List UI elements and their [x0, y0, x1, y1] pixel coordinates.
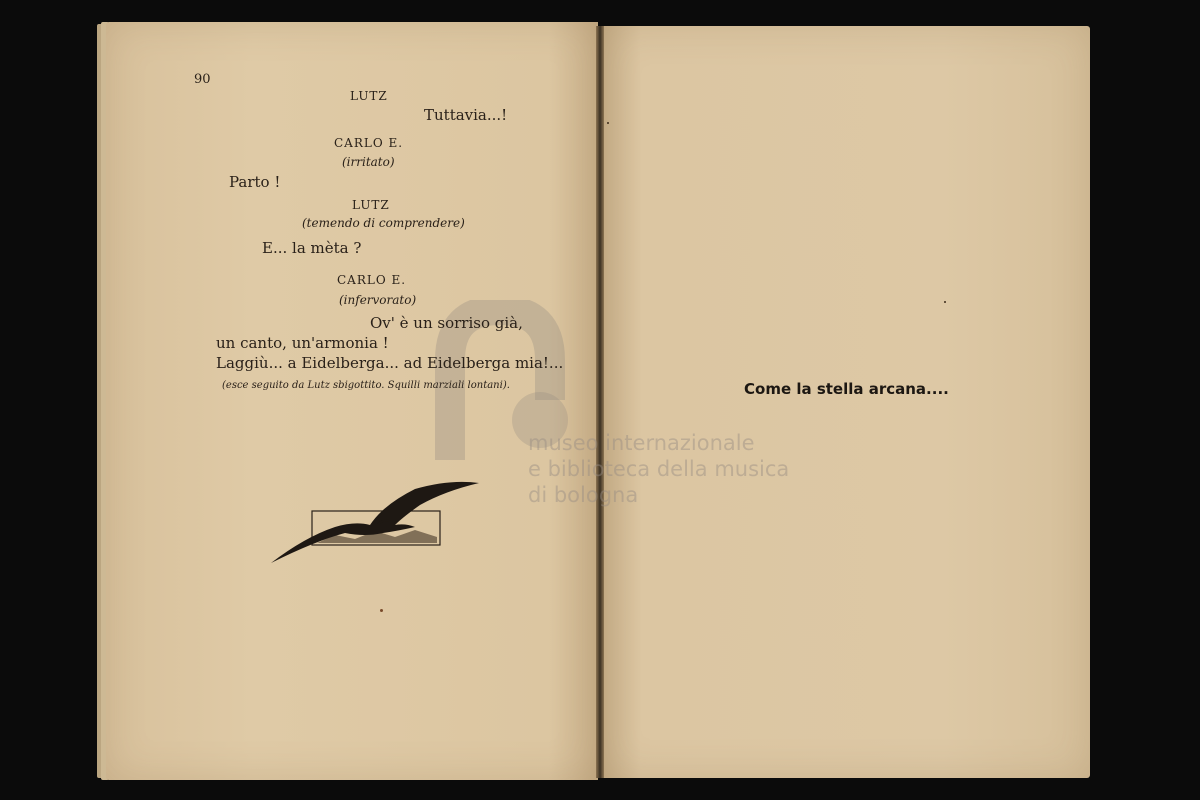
verse-line: Tuttavia...!	[424, 106, 508, 124]
verse-line: un canto, un'armonia !	[216, 334, 389, 352]
watermark-line: e biblioteca della musica	[528, 457, 790, 481]
paper-speck	[380, 609, 383, 612]
eagle-vignette-icon	[265, 475, 485, 570]
verse-line: Ov' è un sorriso già,	[370, 314, 523, 332]
page-number: 90	[194, 72, 211, 87]
verse-line: Laggiù... a Eidelberga... ad Eidelberga mia!...	[216, 354, 564, 372]
speaker-name: CARLO E.	[334, 136, 404, 150]
speaker-name: LUTZ	[350, 89, 388, 103]
watermark-line: di bologna	[528, 483, 639, 507]
verse-line: E... la mèta ?	[262, 239, 362, 257]
stage-direction: (esce seguito da Lutz sbigottito. Squilli marziali lontani).	[222, 380, 510, 391]
book-gutter	[596, 26, 604, 778]
paper-speck	[944, 301, 946, 303]
stage-direction: (temendo di comprendere)	[302, 216, 465, 230]
section-title: Come la stella arcana....	[744, 380, 949, 398]
speaker-name: LUTZ	[352, 198, 390, 212]
watermark-text	[528, 430, 789, 508]
stage-direction: (irritato)	[342, 155, 395, 169]
verse-line: Parto !	[229, 173, 281, 191]
paper-speck	[607, 122, 609, 124]
speaker-name: CARLO E.	[337, 273, 407, 287]
watermark-line: museo internazionale	[528, 431, 755, 455]
right-page	[602, 26, 1090, 778]
stage-direction: (infervorato)	[339, 293, 417, 307]
